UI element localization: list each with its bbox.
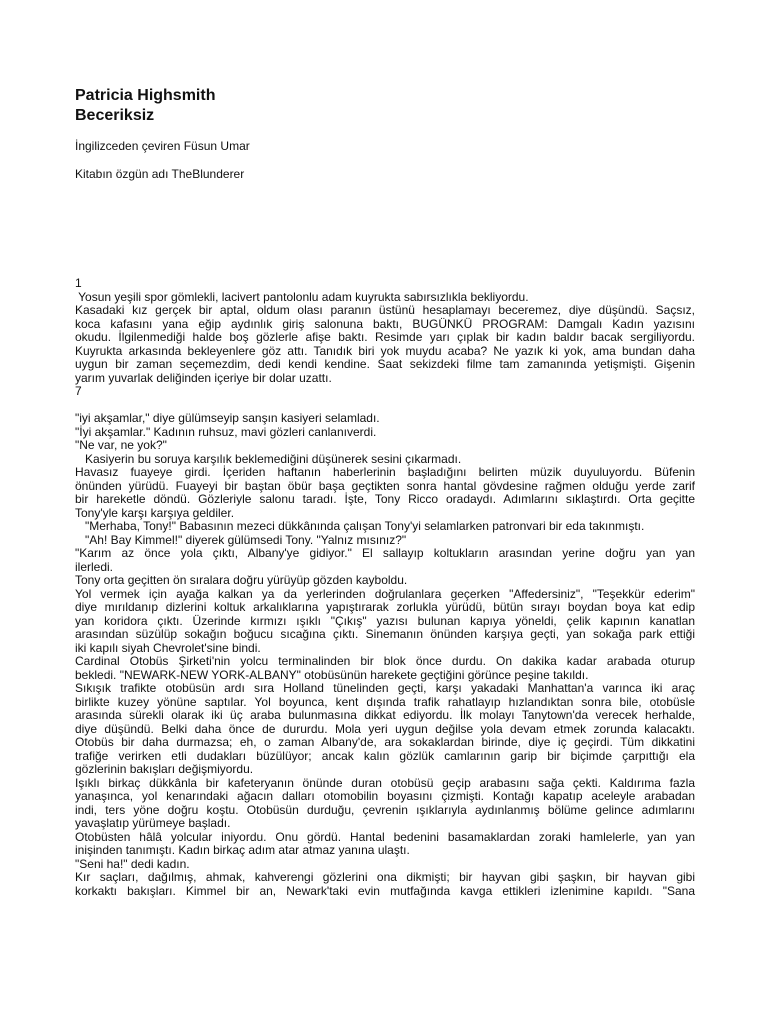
text-line: Işıklı birkaç dükkânla bir kafeteryanın önünde duran otobüsü geçip arabasını sağa çekti. Kaldırıma fazla bbox=[75, 775, 695, 790]
text-line: Kır saçları, dağılmış, ahmak, kahverengi gözlerini ona dikmişti; bir hayvan gibi şaşkın, bir hayvan gibi bbox=[75, 870, 695, 884]
text-line: korkaktı bakışları. Kimmel bir an, Newark'taki evin mutfağında kavga ettikleri izlenimine kapıldı. "Sana bbox=[75, 883, 695, 898]
text-line: diye düşündü. Belki daha önce de dururdu. Mola yeri uygun değilse yola devam etmek zorunda kalacaktı. bbox=[75, 721, 695, 736]
text-line: indi, ters yöne doğru koştu. Otobüsün durduğu, çevrenin ışıklarıyla aydınlanmış bölüme gelince adımlarını bbox=[75, 802, 695, 817]
text-line: bir hareketle döndü. Gözleriyle salonu taradı. İşte, Tony Ricco oradaydı. Adımlarını sıklaştırdı. Orta geçitte bbox=[75, 492, 695, 506]
text-line: trafiğe verirken etli dudakları büzülüyor; ancak kalın gözlük camlarının garip bir biçimde çarpıttığı ela bbox=[75, 748, 695, 763]
book-title: Beceriksiz bbox=[75, 107, 155, 124]
text-line: "Karım az önce yola çıktı, Albany'ye gidiyor." El sallayıp koltukların arasından yerine doğru yan yan bbox=[75, 546, 695, 560]
text-line: "Seni ha!" dedi kadın. bbox=[75, 856, 190, 871]
text-line: ilerledi. bbox=[75, 559, 114, 574]
original-title: Kitabın özgün adı TheBlunderer bbox=[75, 167, 245, 181]
text-line: Yol vermek için ayağa kalkan ya da yerlerinden doğrulanlara geçerken "Affedersiniz", "Teşekkür ederim" bbox=[75, 586, 695, 601]
text-line: Kasadaki kız gerçek bir aptal, oldum olası paranın üstünü hesaplamayı beceremez, diye düşündü. Saçsız, bbox=[75, 303, 695, 317]
text-line: Tony orta geçitten ön sıralara doğru yürüyüp gözden kayboldu. bbox=[75, 573, 408, 587]
text-line: yan koridora çıktı. Üzerinde kırmızı ışıklı "Çıkış" yazısı bulunan kapıya yöneldi, çelik kapının kanatlan bbox=[75, 613, 695, 628]
text-line: Tony'yle karşı karşıya geldiler. bbox=[75, 505, 235, 520]
text-line: uygun bir zaman seçemezdim, dedi kendi kendine. Saat sekizdeki filme tam zamanında yetişmişti. Gişenin bbox=[75, 357, 695, 371]
text-line: Kuyrukta arkasında bekleyenlere göz attı. Tanıdık biri yok muydu acaba? Ne yazık ki yok, ama bundan daha bbox=[75, 343, 695, 358]
text-line: Otobüs bir daha durmazsa; eh, o zaman Albany'de, ara sokaklardan birinde, diye iç geçirdi. Tüm dikkatini bbox=[75, 735, 695, 749]
text-line bbox=[75, 399, 695, 413]
text-line: yavaşlatıp yürümeye başladı. bbox=[75, 816, 231, 830]
text-line: "iyi akşamlar," diye gülümseyip sanşın kasiyeri selamladı. bbox=[75, 411, 380, 425]
text-line: inişinden tanımıştı. Kadın birkaç adım atar atmaz yanına ulaştı. bbox=[75, 843, 410, 857]
text-line: yanaşınca, yol kenarındaki ağacın dalları otomobilin boyasını çizmişti. Kontağı kapatıp aceleyle arabadan bbox=[75, 789, 695, 803]
text-line: Yosun yeşili spor gömlekli, lacivert pantolonlu adam kuyrukta sabırsızlıkla bekliyordu. bbox=[75, 289, 529, 304]
text-line: 7 bbox=[75, 384, 82, 398]
text-line: birlikte kuzey yönüne saptılar. Yol boyunca, kent dışında trafik rahatlayıp hızlandıktan sonra bile, otobüsle bbox=[75, 694, 695, 709]
text-line: Kasiyerin bu soruya karşılık beklemediğini düşünerek sesini çıkarmadı. bbox=[75, 451, 462, 466]
translator-credit: İngilizceden çeviren Füsun Umar bbox=[75, 139, 250, 153]
body-text bbox=[75, 277, 695, 898]
text-line: iki kapılı siyah Chevrolet'sine bindi. bbox=[75, 640, 261, 655]
text-line: Cardinal Otobüs Şirketi'nin yolcu terminalinden bir blok önce durdu. On dakika kadar arabada oturup bbox=[75, 654, 695, 668]
text-line: önünden yürüdü. Fuayeyi bir baştan öbür başa geçtikten sonra hantal gövdesine rağmen olduğu yerde zarif bbox=[75, 478, 695, 493]
text-line: arasından süzülüp sokağın boğucu sıcağına çıktı. Sinemanın önünden karşıya geçti, yan sokağa park ettiği bbox=[75, 627, 695, 641]
text-line: yarım yuvarlak deliğinden içeriye bir dolar uzattı. bbox=[75, 370, 332, 385]
text-line: Otobüsten hâlâ yolcular iniyordu. Onu gördü. Hantal bedenini basamaklardan zoraki hamlelerle, yan yan bbox=[75, 829, 695, 844]
text-line: gözlerinin bakışları değişmiyordu. bbox=[75, 762, 254, 776]
text-line: koca kafasını yana eğip aydınlık giriş salonuna baktı, BUGÜNKÜ PROGRAM: Damgalı Kadın yazısını bbox=[75, 316, 695, 331]
text-line: 1 bbox=[75, 276, 82, 290]
text-line: "Merhaba, Tony!" Babasının mezeci dükkânında çalışan Tony'yi selamlarken patronvari bir eda takınmıştı. bbox=[75, 519, 645, 533]
text-line: Havasız fuayeye girdi. İçeriden haftanın haberlerinin başladığını belirten müzik duyuluyordu. Büfenin bbox=[75, 465, 695, 479]
text-line: diye mırıldanıp dizlerini koltuk arkalıklarına yapıştırarak zorlukla yürüdü, bütün sırayı boydan boya kat edip bbox=[75, 600, 695, 614]
text-line: bekledi. "NEWARK-NEW YORK-ALBANY" otobüsünün harekete geçtiğini görünce peşine takıldı. bbox=[75, 667, 589, 682]
text-line: Sıkışık trafikte otobüsün ardı sıra Holland tünelinden geçti, karşı yakadaki Manhattan'a varınca iki araç bbox=[75, 681, 695, 695]
text-line: "İyi akşamlar." Kadının ruhsuz, mavi gözleri canlanıverdi. bbox=[75, 424, 377, 439]
text-line: "Ah! Bay Kimmel!" diyerek gülümsedi Tony. "Yalnız mısınız?" bbox=[75, 532, 407, 547]
text-line: okudu. İlgilenmediği halde boş gözlerle afişe baktı. Resimde yarı çıplak bir kadın baldır bacak sergiliyordu. bbox=[75, 330, 695, 344]
text-line: "Ne var, ne yok?" bbox=[75, 438, 167, 452]
author-name: Patricia Highsmith bbox=[75, 87, 216, 104]
text-line: arasında sürekli olarak iki üç araba bulunmasına dikkat ediyordu. İlk molayı Tanytown'da verecek herhalde, bbox=[75, 708, 695, 722]
